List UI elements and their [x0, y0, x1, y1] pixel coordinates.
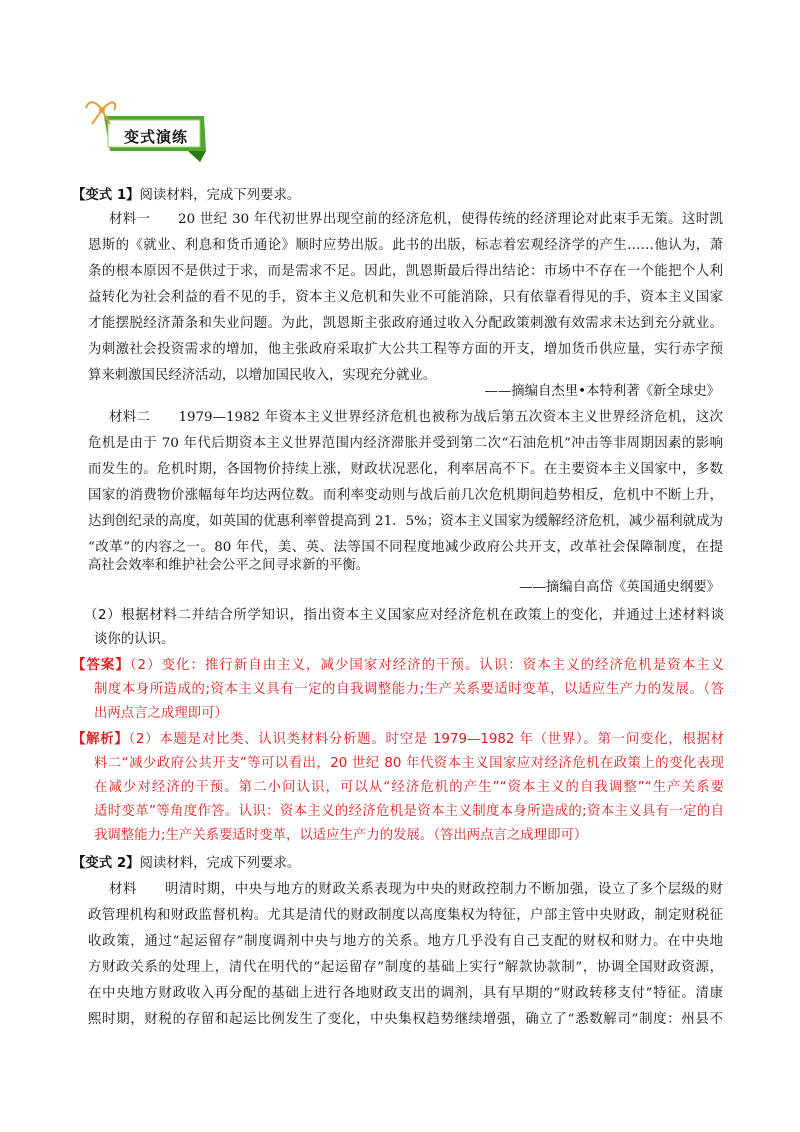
variant-2-instruction: 阅读材料，完成下列要求。	[139, 856, 301, 871]
material-1-line: 益转化为社会利益的看不见的手，资本主义危机和失业不可能消除，只有依靠看得见的手，资本主义国家	[88, 290, 723, 305]
material-2-line: 高社会效率和维护社会公平之间寻求新的平衡。	[88, 558, 370, 573]
variant-2-material-line: 方财政关系的处理上，清代在明代的“起运留存”制度的基础上实行“解款协款制”，协调全国财政资源，	[88, 960, 723, 975]
analysis-tag: 【解析】	[72, 732, 129, 747]
material-1-line: 材料一 20 世纪 30 年代初世界出现空前的经济危机，使得传统的经济理论对此束手无策。这时凯	[109, 212, 723, 227]
answer-tag: 【答案】	[72, 658, 130, 673]
banner-title: 变式演练	[123, 128, 188, 146]
question-line: 谈你的认识。	[94, 632, 175, 647]
analysis-line	[72, 730, 724, 750]
variant-1-heading	[72, 186, 300, 206]
material-2-line: 材料二 1979—1982 年资本主义世界经济危机也被称为战后第五次资本主义世界经济危机，这次	[109, 410, 723, 425]
answer-line: 出两点言之成理即可）	[94, 706, 228, 721]
variant-2-material-line: 政管理机构和财政监督机构。尤其是清代的财政制度以高度集权为特征，户部主管中央财政，制定财税征	[88, 908, 723, 923]
material-2-line: 国家的消费物价涨幅每年均达两位数。而利率变动则与战后前几次危机期间趋势相反，危机中不断上升，	[88, 488, 723, 503]
material-2-line: 而发生的。危机时期，各国物价持续上涨，财政状况恶化，利率居高不下。在主要资本主义国家中，多数	[88, 462, 723, 477]
section-banner	[84, 96, 214, 162]
variant-2-tag: 【变式 2】	[72, 856, 140, 871]
variant-2-material-line: 熙时期，财税的存留和起运比例发生了变化，中央集权趋势继续增强，确立了“悉数解司”制度：州县不	[88, 1012, 723, 1027]
variant-2-heading	[72, 854, 300, 874]
analysis-text: （2）本题是对比类、认识类材料分析题。时空是 1979—1982 年（世界）。第一问变化，根据材	[128, 732, 725, 747]
material-2-source: ——摘编自高岱《英国通史纲要》	[519, 580, 720, 595]
material-1-line: 才能摆脱经济萧条和失业问题。为此，凯恩斯主张政府通过收入分配政策刺激有效需求未达到充分就业。	[88, 316, 723, 331]
analysis-line: 在减少对经济的干预。第二小问认识，可以从“经济危机的产生”“资本主义的自我调整”“生产关系要	[94, 780, 724, 795]
material-2-line: 达到创纪录的高度，如英国的优惠利率曾提高到 21．5%；资本主义国家为缓解经济危机，减少福利就成为	[88, 514, 723, 529]
variant-2-material-line: 在中央地方财政收入再分配的基础上进行各地财政支出的调剂，具有早期的“财政转移支付”特征。清康	[88, 986, 723, 1001]
material-1-line: 恩斯的《就业、利息和货币通论》顺时应势出版。此书的出版，标志着宏观经济学的产生……他认为，萧	[88, 238, 723, 253]
material-1-line: 算来刺激国民经济活动，以增加国民收入，实现充分就业。	[88, 368, 437, 383]
variant-2-material-line: 收政策，通过“起运留存”制度调剂中央与地方的关系。地方几乎没有自己支配的财权和财力。在中央地	[88, 934, 723, 949]
answer-line: 制度本身所造成的;资本主义具有一定的自我调整能力;生产关系要适时变革，以适应生产力的发展。（答	[94, 682, 724, 697]
variant-2-material-line: 材料 明清时期，中央与地方的财政关系表现为中央的财政控制力不断加强，设立了多个层级的财	[109, 882, 723, 897]
analysis-line: 我调整能力;生产关系要适时变革，以适应生产力的发展。（答出两点言之成理即可）	[94, 828, 588, 843]
analysis-line: 料二“减少政府公共开支”等可以看出，20 世纪 80 年代资本主义国家应对经济危机在政策上的变化表现	[94, 756, 724, 771]
answer-text: （2）变化：推行新自由主义，减少国家对经济的干预。认识：资本主义的经济危机是资本主义	[129, 658, 724, 673]
variant-1-tag: 【变式 1】	[72, 188, 140, 203]
analysis-line: 适时变革”等角度作答。认识：资本主义的经济危机是资本主义制度本身所造成的;资本主义具有一定的自	[94, 804, 724, 819]
answer-line	[72, 656, 724, 676]
material-1-line: 条的根本原因不是供过于求，而是需求不足。因此，凯恩斯最后得出结论：市场中不存在一个能把个人利	[88, 264, 723, 279]
material-1-line: 为刺激社会投资需求的增加，他主张政府采取扩大公共工程等方面的开支，增加货币供应量，实行赤字预	[88, 342, 723, 357]
material-2-line: “改革”的内容之一。80 年代，美、英、法等国不同程度地减少政府公共开支，改革社会保障制度，在提	[88, 540, 723, 555]
material-1-source: ——摘编自杰里•本特利著《新全球史》	[484, 384, 720, 399]
variant-1-instruction: 阅读材料，完成下列要求。	[139, 188, 301, 203]
material-2-line: 危机是由于 70 年代后期资本主义世界范围内经济滞胀并受到第二次“石油危机”冲击等非周期因素的影响	[88, 436, 723, 451]
question-line: （2）根据材料二并结合所学知识，指出资本主义国家应对经济危机在政策上的变化，并通过上述材料谈	[84, 608, 724, 623]
